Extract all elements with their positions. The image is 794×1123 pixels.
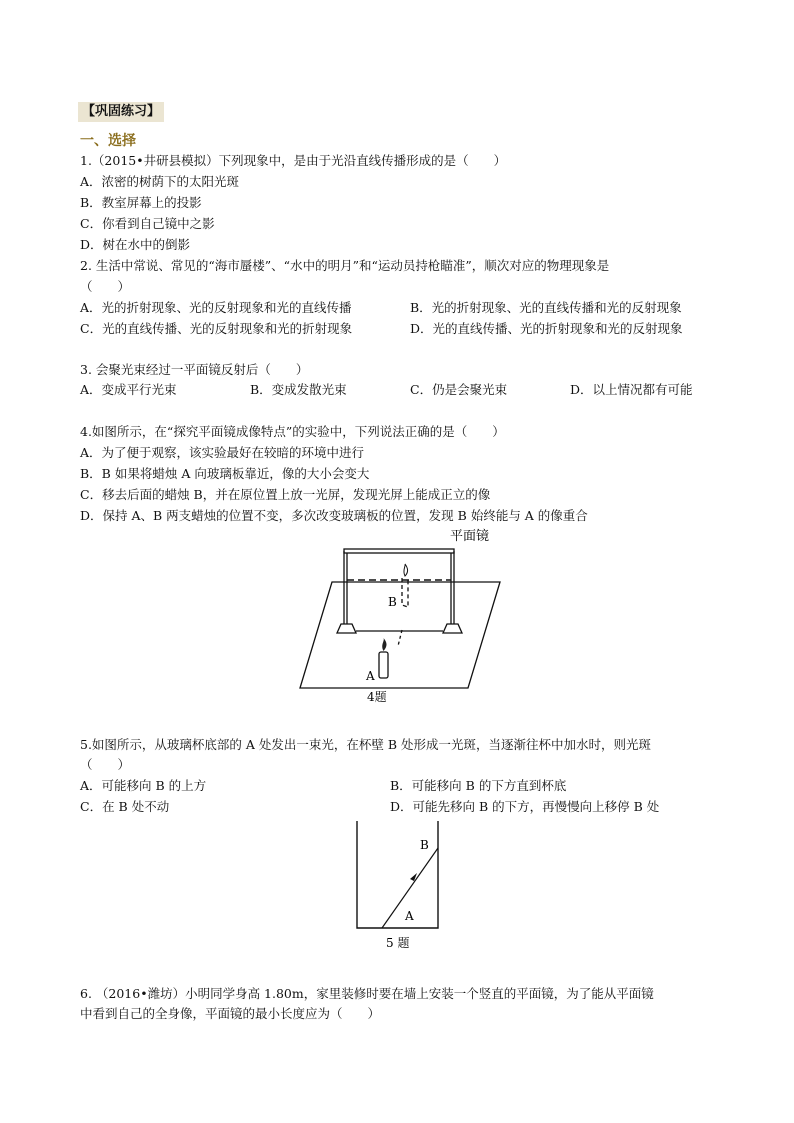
mirror-label: 平面镜: [450, 529, 490, 544]
mirror-left-foot: [337, 624, 356, 633]
label-b: B: [420, 838, 429, 852]
question-1-stem: 1.（2015•井研县模拟）下列现象中，是由于光沿直线传播形成的是（ ）: [80, 153, 507, 168]
question-1-option-a: A．浓密的树荫下的太阳光斑: [80, 174, 240, 189]
figure-5-glass-diagram: [350, 815, 450, 955]
question-5-option-b: B．可能移向 B 的下方直到杯底: [390, 778, 567, 793]
question-3-option-b: B．变成发散光束: [250, 382, 347, 397]
question-4-option-a: A．为了便于观察，该实验最好在较暗的环境中进行: [80, 445, 365, 460]
question-3-option-d: D．以上情况都有可能: [570, 382, 693, 397]
label-a: A: [366, 669, 375, 683]
question-5-stem-cont: （ ）: [80, 757, 131, 772]
question-6-stem-cont: 中看到自己的全身像，平面镜的最小长度应为（ ）: [80, 1006, 381, 1021]
question-5-option-a: A．可能移向 B 的上方: [80, 778, 207, 793]
question-1-option-c: C．你看到自己镜中之影: [80, 216, 215, 231]
section-heading: 一、选择: [80, 133, 136, 149]
question-4-stem: 4.如图所示，在“探究平面镜成像特点”的实验中，下列说法正确的是（ ）: [80, 424, 505, 439]
question-3-option-a: A．变成平行光束: [80, 382, 177, 397]
figure-5-caption: 5 题: [386, 936, 410, 950]
question-4-option-b: B．B 如果将蜡烛 A 向玻璃板靠近，像的大小会变大: [80, 466, 370, 481]
image-link-line: [398, 630, 402, 646]
section-tag: 【巩固练习】: [78, 102, 164, 122]
question-2-option-d: D．光的直线传播、光的折射现象和光的反射现象: [410, 321, 683, 336]
question-2-option-c: C．光的直线传播、光的反射现象和光的折射现象: [80, 321, 353, 336]
label-a: A: [405, 909, 414, 923]
question-3-stem: 3. 会聚光束经过一平面镜反射后（ ）: [80, 362, 309, 377]
question-2-stem-cont: （ ）: [80, 279, 131, 294]
candle-a: [379, 652, 388, 678]
question-6-stem: 6. （2016•潍坊）小明同学身高 1.80m，家里装修时要在墙上安装一个竖直的平面镜，为了能从平面镜: [80, 986, 654, 1001]
question-1-option-b: B．教室屏幕上的投影: [80, 195, 202, 210]
table-surface: [300, 582, 500, 688]
question-2-stem: 2. 生活中常说、常见的“海市蜃楼”、“水中的明月”和“运动员持枪瞄准”，顺次对应的物理现象是: [80, 258, 610, 273]
mirror-right-foot: [443, 624, 462, 633]
mirror-top-bar: [344, 549, 454, 553]
question-2-option-a: A．光的折射现象、光的反射现象和光的直线传播: [80, 300, 352, 315]
question-3-option-c: C．仍是会聚光束: [410, 382, 508, 397]
candle-b-flame: [404, 564, 408, 576]
question-5-option-c: C．在 B 处不动: [80, 799, 170, 814]
figure-4-caption: 4题: [367, 690, 387, 704]
question-4-option-d: D．保持 A、B 两支蜡烛的位置不变，多次改变玻璃板的位置，发现 B 始终能与 A 的像重合: [80, 508, 588, 523]
candle-a-flame: [382, 638, 386, 651]
question-1-option-d: D．树在水中的倒影: [80, 237, 191, 252]
figure-4-plane-mirror-diagram: [290, 520, 520, 710]
question-5-option-d: D．可能先移向 B 的下方，再慢慢向上移停 B 处: [390, 799, 660, 814]
question-5-stem: 5.如图所示，从玻璃杯底部的 A 处发出一束光，在杯壁 B 处形成一光斑，当逐渐往杯中加水时，则光斑: [80, 737, 652, 752]
label-b: B: [388, 595, 397, 609]
question-4-option-c: C．移去后面的蜡烛 B，并在原位置上放一光屏，发现光屏上能成正立的像: [80, 487, 491, 502]
question-2-option-b: B．光的折射现象、光的直线传播和光的反射现象: [410, 300, 682, 315]
